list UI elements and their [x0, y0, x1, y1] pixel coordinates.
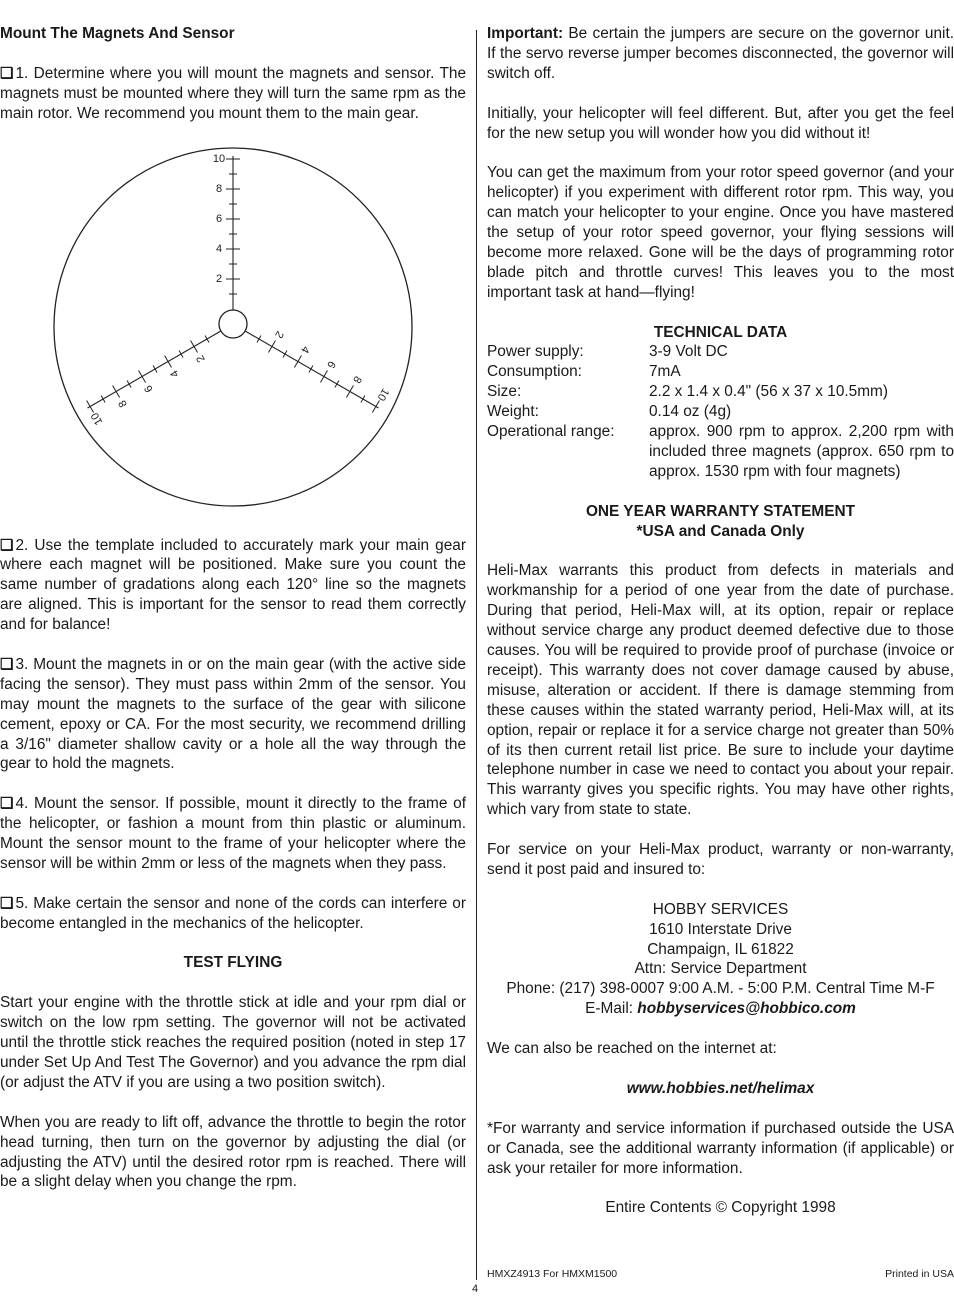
- tech-label: Operational range:: [487, 423, 615, 441]
- outside-usa-paragraph: *For warranty and service information if purchased outside the USA or Canada, see the additional warranty information (if applicable) or ask your retailer for more information.: [487, 1119, 954, 1177]
- warranty-heading: ONE YEAR WARRANTY STATEMENT: [585, 502, 856, 520]
- template-tick: [346, 385, 353, 397]
- template-tick-label: 10: [88, 409, 106, 427]
- address-line: HOBBY SERVICES: [652, 900, 789, 918]
- warranty-subheading: *USA and Canada Only: [636, 522, 805, 540]
- tech-row: [487, 342, 954, 362]
- template-tick: [294, 355, 301, 367]
- template-tick: [205, 335, 209, 342]
- column-divider: [476, 30, 477, 1280]
- step-3: ❑ 3. Mount the magnets in or on the main gear (with the active side facing the sensor). They must pass within 2mm of the sensor. You may mount the magnets to the surface of the gear with silicone cement, epoxy or CA. For the most security, we recommend drilling a 3/16" diameter shallow cavity or a hole all the way through the gear to hold the magnets.: [0, 655, 466, 773]
- template-tick: [191, 340, 198, 352]
- template-tick-label: 6: [215, 212, 223, 225]
- tech-value: 7mA: [649, 363, 681, 381]
- section-heading-mount: Mount The Magnets And Sensor: [0, 25, 235, 42]
- template-tick: [361, 395, 365, 402]
- service-paragraph: For service on your Heli-Max product, warranty or non-warranty, send it post paid and insured to:: [487, 841, 954, 878]
- tech-label: Weight:: [487, 403, 539, 421]
- tech-value: approx. 900 rpm to approx. 2,200 rpm with included three magnets (approx. 650 rpm to approx. 1530 rpm with four magnets): [649, 423, 954, 480]
- address-line: 1610 Interstate Drive: [649, 920, 792, 938]
- address-phone: Phone: (217) 398-0007 9:00 A.M. - 5:00 P.M. Central Time M-F: [506, 980, 935, 998]
- checkbox-icon: ❑: [0, 655, 14, 673]
- test-flying-paragraph-2: When you are ready to lift off, advance the throttle to begin the rotor head turning, then turn on the governor by adjusting the dial (or adjusting the ATV) until the desired rotor rpm is reached. There will be a slight delay when you change the rpm.: [0, 1113, 466, 1191]
- initially-paragraph: Initially, your helicopter will feel different. But, after you get the feel for the new setup you will wonder how you did without it!: [487, 104, 954, 142]
- template-tick-label: 4: [298, 343, 312, 355]
- right-column: [487, 24, 954, 1218]
- template-tick: [257, 335, 261, 342]
- step-4: ❑ 4. Mount the sensor. If possible, mount it directly to the frame of the helicopter, or fashion a mount from thin plastic or aluminum. Mount the sensor mount to the frame of your helicopter where the sensor will be within 2mm or less of the magnets when they pass.: [0, 795, 466, 872]
- tech-value: 2.2 x 1.4 x 0.4" (56 x 37 x 10.5mm): [649, 383, 888, 401]
- step-5: ❑ 5. Make certain the sensor and none of the cords can interfere or become entangled in the mechanics of the helicopter.: [0, 894, 466, 932]
- footer-part-number: HMXZ4913 For HMXM1500: [487, 1268, 618, 1280]
- checkbox-icon: ❑: [0, 64, 14, 82]
- test-flying-paragraph-1: Start your engine with the throttle stick at idle and your rpm dial or switch on the low rpm setting. The governor will not be activated until the throttle stick reaches the required position (noted in step 17 under Set Up And Test The Governor) and you advance the rpm dial (or adjust the ATV if you are using a two position switch).: [0, 994, 466, 1091]
- hub-circle: [219, 310, 247, 338]
- warranty-paragraph: Heli-Max warrants this product from defects in materials and workmanship for a period of one year from the date of purchase. During that period, Heli-Max will, at its option, repair or replace without service charge any product deemed defective due to those causes. You will be required to provide proof of purchase (invoice or receipt). This warranty does not cover damage caused by abuse, misuse, alteration or accident. If there is damage stemming from these causes within the stated warranty period, Heli-Max will, at its option, repair or replace it for a service charge not greater than 50% of its then current retail list price. Be sure to include your daytime telephone number in case we need to contact you about your repair. This warranty gives you specific rights. You may have other rights, which vary from state to state.: [487, 562, 954, 819]
- template-tick: [268, 340, 275, 352]
- template-tick-label: 10: [212, 152, 226, 165]
- page-number: 4: [472, 1283, 479, 1295]
- template-tick-label: 4: [215, 242, 223, 255]
- tech-label: Consumption:: [487, 363, 582, 381]
- template-tick: [113, 385, 120, 397]
- address-line: Attn: Service Department: [634, 960, 807, 978]
- technical-data-heading: TECHNICAL DATA: [653, 323, 788, 341]
- template-tick: [309, 365, 313, 372]
- template-tick: [101, 395, 105, 402]
- footer-printed: Printed in USA: [885, 1268, 954, 1280]
- tech-label: Power supply:: [487, 343, 584, 361]
- internet-paragraph: We can also be reached on the internet at:: [487, 1040, 777, 1058]
- copyright: Entire Contents © Copyright 1998: [605, 1199, 836, 1217]
- checkbox-icon: ❑: [0, 536, 14, 554]
- template-tick-label: 2: [272, 328, 286, 340]
- template-tick: [127, 380, 131, 387]
- template-tick: [335, 380, 339, 387]
- template-tick: [165, 355, 172, 367]
- tech-label: Size:: [487, 383, 522, 401]
- template-tick-label: 10: [374, 385, 392, 403]
- template-tick: [87, 400, 94, 412]
- template-tick: [283, 350, 287, 357]
- tech-value: 0.14 oz (4g): [649, 403, 732, 421]
- tech-row: [487, 402, 954, 422]
- address-line: Champaign, IL 61822: [647, 940, 794, 958]
- template-spoke: [88, 331, 221, 408]
- important-note: Important: Be certain the jumpers are secure on the governor unit. If the servo reverse jumper becomes disconnected, the governor will switch off.: [487, 25, 954, 82]
- template-tick: [372, 400, 379, 412]
- tech-value: 3-9 Volt DC: [649, 343, 728, 361]
- template-tick-label: 4: [168, 367, 182, 379]
- template-tick-label: 8: [350, 373, 364, 385]
- checkbox-icon: ❑: [0, 795, 14, 813]
- service-address: [487, 900, 954, 1019]
- email-link[interactable]: hobbyservices@hobbico.com: [637, 1000, 856, 1018]
- technical-data-table: [487, 342, 954, 481]
- template-tick-label: 2: [215, 272, 223, 285]
- magnet-template-diagram: [0, 124, 466, 536]
- tech-row: [487, 362, 954, 382]
- step-2: ❑ 2. Use the template included to accurately mark your main gear where each magnet will be positioned. Make sure you count the same number of gradations along each 120° line so the magnets are aligned. This is important for the sensor to read them correctly and for balance!: [0, 536, 466, 634]
- tech-row: [487, 422, 954, 482]
- template-tick-label: 2: [194, 352, 208, 364]
- maximum-paragraph: You can get the maximum from your rotor speed governor (and your helicopter) if you experiment with different rotor rpm. This way, you can match your helicopter to your engine. Once you have mastered the setup of your rotor speed governor, your flying sessions will become more relaxed. Gone will be the days of programming rotor blade pitch and throttle curves! This leaves you to the most important task at hand—flying!: [487, 164, 954, 301]
- template-spoke: [245, 331, 378, 408]
- template-tick: [320, 370, 327, 382]
- template-tick-label: 8: [116, 397, 130, 409]
- test-flying-heading: TEST FLYING: [183, 954, 283, 972]
- step-1: ❑ 1. Determine where you will mount the magnets and sensor. The magnets must be mounted where they will turn the same rpm as the main rotor. We recommend you mount them to the main gear.: [0, 64, 466, 122]
- template-tick-label: 6: [324, 358, 338, 370]
- checkbox-icon: ❑: [0, 894, 14, 912]
- template-tick: [139, 370, 146, 382]
- template-svg: [50, 144, 416, 510]
- template-tick: [179, 350, 183, 357]
- template-tick: [153, 365, 157, 372]
- left-column: [0, 24, 466, 1192]
- template-tick-label: 6: [142, 382, 156, 394]
- template-tick-label: 8: [215, 182, 223, 195]
- website-link[interactable]: www.hobbies.net/helimax: [626, 1079, 815, 1097]
- address-email: E-Mail: hobbyservices@hobbico.com: [585, 1000, 856, 1018]
- tech-row: [487, 382, 954, 402]
